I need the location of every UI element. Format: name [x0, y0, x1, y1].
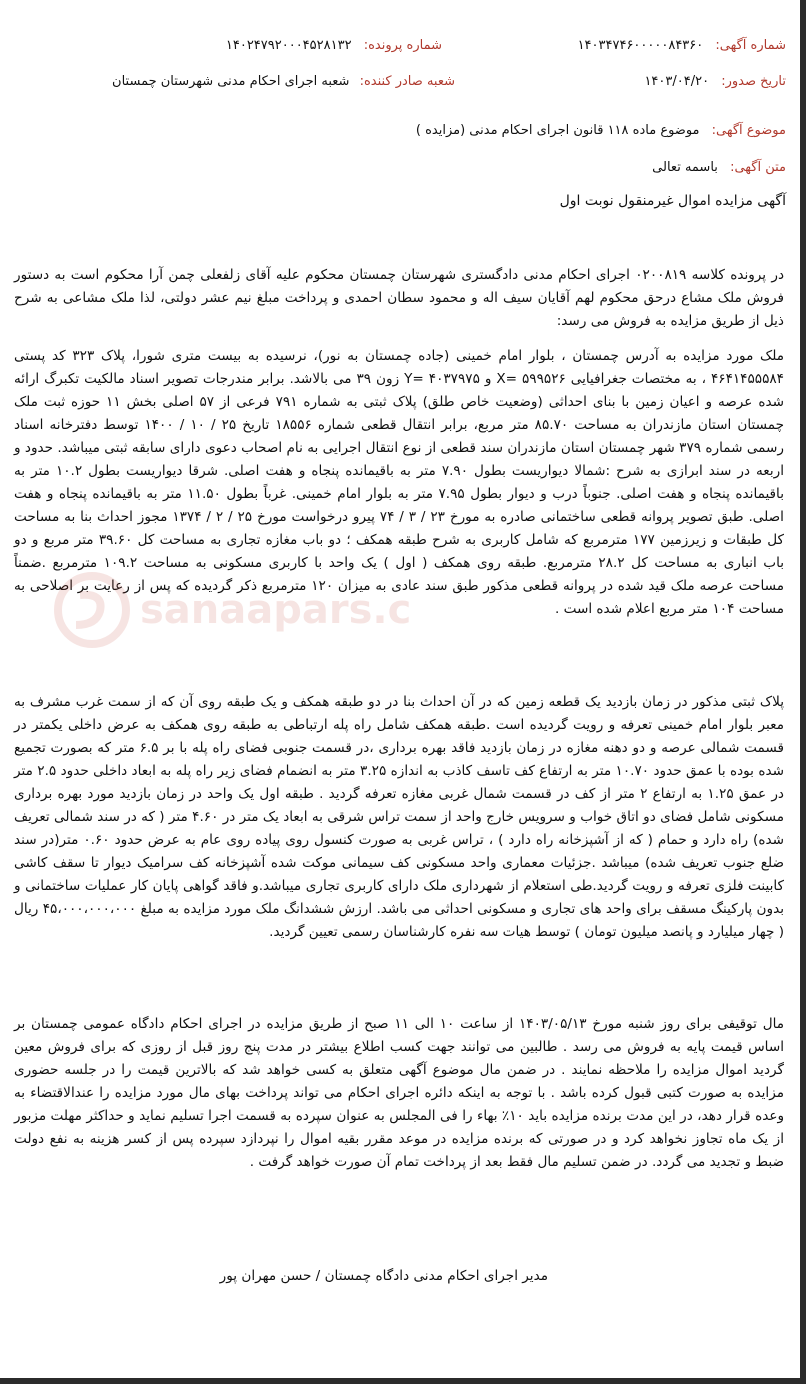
case-number-row	[226, 38, 442, 53]
paragraph-case: در پرونده کلاسه ۰۲۰۰۸۱۹ اجرای احکام مدنی دادگستری شهرستان چمستان محکوم علیه آقای زلفعلی چمن آرا محکوم است به دستور فروش ملک مشاع درحق محکوم لهم آقایان سیف اله و محمود سطان احمدی و پرداخت مبلغ نیم عشر دولتی، لذا ملک مشاعی به شرح ذیل از طریق مزایده به فروش می رسد:	[14, 267, 785, 329]
issuer-label: شعبه صادر کننده:	[359, 74, 455, 89]
notice-number: ۱۴۰۳۴۷۴۶۰۰۰۰۰۸۴۳۶۰	[577, 38, 704, 53]
issuer-row	[112, 74, 455, 89]
case-number: ۱۴۰۲۴۷۹۲۰۰۰۴۵۲۸۱۳۲	[225, 38, 352, 53]
right-border	[800, 0, 806, 1384]
paragraph-auction-terms: مال توقیفی برای روز شنبه مورخ ۱۴۰۳/۰۵/۱۳ از ساعت ۱۰ الی ۱۱ صبح از طریق مزایده در اجرای احکام دادگاه عمومی چمستان بر اساس قیمت پایه به فروش می رسد . طالبین می توانند جهت کسب اطلاع بیشتر در مدت پنج روز قبل از روزی که برای فروش معین گردید اموال مزایده را ملاحظه نمایند . در ضمن مال موضوع آگهی متعلق به کسی خواهد شد که بالاترین قیمت را در جلسه حضوری مزایده به صورت کتبی قبول کرده باشد . با توجه به اینکه دائره اجرای احکام می تواند پرداخت بهای مال مورد مزایده را عندالاقتضاء به وعده قرار دهد، در این مدت برنده مزایده باید ۱۰٪ بهاء را فی المجلس به عنوان سپرده به قسمت اجرا تسلیم نماید و حداکثر مهلت مزبور از یک ماه تجاوز نخواهد کرد و در صورتی که برنده مزایده در موعد مقرر بقیه اموال را نپردازد سپرده پس از کسر هزینه به نفع دولت ضبط و تجدید می گردد. در ضمن تسلیم مال فقط بعد از پرداخت تمام آن صورت خواهد گرفت .	[14, 1016, 785, 1170]
opening-phrase: باسمه تعالی	[652, 160, 718, 175]
watermark-text: sanaapars.c	[140, 587, 410, 633]
notice-number-row	[578, 38, 786, 53]
issue-date-row	[644, 74, 786, 89]
issuer: شعبه اجرای احکام مدنی شهرستان چمستان	[112, 74, 350, 89]
subject: موضوع ماده ۱۱۸ قانون اجرای احکام مدنی (مزایده )	[415, 123, 700, 138]
issue-date-label: تاریخ صدور:	[721, 74, 786, 89]
notice-title: آگهی مزایده اموال غیرمنقول نوبت اول	[559, 193, 786, 209]
case-number-label: شماره پرونده:	[363, 38, 442, 53]
issue-date: ۱۴۰۳/۰۴/۲۰	[644, 74, 710, 89]
text-label: متن آگهی:	[730, 160, 786, 175]
text-row	[652, 160, 786, 175]
paragraph-inspection: پلاک ثبتی مذکور در زمان بازدید یک قطعه زمین که در آن احداث بنا در دو طبقه همکف و یک طبقه روی آن که از سمت غرب مشرف به معبر بلوار امام خمینی تعرفه و رویت گردیده است .طبقه همکف شامل راه پله ارتباطی به طبقه روی همکف به عرض داخلی یکمتر در قسمت شمالی عرصه و دو دهنه مغازه در زمان بازدید فاقد بهره برداری ،در قسمت جنوبی فضای راه پله با بر ۶.۵ متر که بصورت تجمیع شده بوده با عمق حدود ۱۰.۷۰ متر به ارتفاع کف تاسف کاذب به اندازه ۳.۲۵ متر به انضمام فضای زیر راه پله به ابعاد داخلی حدود ۲.۵ متر در عمق ۱.۲۵ به ارتفاع ۲ متر از کف در قسمت شمال غربی مغازه تعرفه گردید . طبقه اول یک واحد در زمان بازدید مورد بهره برداری مسکونی شامل فضای دو اتاق خواب و سرویس خارج واحد از سمت تراس شرقی به ابعاد یک متر در ۴.۶۰ متر ( که در سند شمالی تعریف شده) راه دارد و حمام ( که از آشپزخانه راه دارد ) ، تراس غربی به صورت کنسول روی پیاده روی عام به عرض حدود ۰.۶۰ متر(در سند ضلع جنوب تعریف شده) میباشد .جزئیات معماری واحد مسکونی کف سیمانی موکت شده آشپزخانه کف سرامیک دیوار تا سقف کاشی کابینت فلزی تعرفه و رویت گردید.طی استعلام از شهرداری ملک دارای کاربری تجاری میباشد.و فاقد گواهی پایان کار عملیات ساختمانی و بدون پارکینگ مسقف برای واحد های تجاری و مسکونی احداثی می باشد. ارزش ششدانگ ملک مورد مزایده به مبلغ ۴۵،۰۰۰،۰۰۰،۰۰۰ ریال ( چهار میلیارد و پانصد میلیون تومان ) توسط هیات سه نفره کارشناسان رسمی تعیین گردید.	[14, 694, 785, 940]
signature: مدیر اجرای احکام مدنی دادگاه چمستان / حسن مهران پور	[219, 1268, 548, 1284]
subject-label: موضوع آگهی:	[711, 123, 786, 138]
paragraph-property: ملک مورد مزایده به آدرس چمستان ، بلوار امام خمینی (جاده چمستان به نور)، نرسیده به بیست متری شورا، پلاک ۳۲۳ کد پستی ۴۶۴۱۴۵۵۵۸۴ ، به مختصات جغرافیایی ۵۹۹۵۲۶ =X و ۴۰۳۷۹۷۵ =Y زون ۳۹ می بالاشد. برابر مندرجات تصویر اسناد مالکیت تکبرگ ارائه شده عرصه و اعیان زمین با بنای احداثی (وضعیت خاص طلق) پلاک ثبتی به شماره ۷۹۱ فرعی از ۵۷ اصلی بخش ۱۱ حوزه ثبت ملک چمستان استان مازندران به مساحت ۸۵.۷۰ متر مربع، برابر انتقال قطعی شماره ۱۸۵۵۶ تاریخ ۲۵ / ۱۰ / ۱۴۰۰ توسط دفترخانه اسناد رسمی شماره ۳۷۹ شهر چمستان استان مازندران سند قطعی از نوع انتقال اجرایی به نام اصحاب دعوی دارای سابقه ثبتی میباشد. حدود و اربعه در سند ابرازی به شرح :شمالا دیواریست بطول ۷.۹۰ متر به باقیمانده پنجاه و هفت اصلی. شرقا دیواریست بطول ۱۰.۲ متر به باقیمانده پنجاه و هفت اصلی. جنوباً درب و دیوار بطول ۷.۹۵ متر به بلوار امام خمینی. غرباً بطول ۱۱.۵۰ متر به باقیمانده پنجاه و هفت اصلی. طبق تصویر پروانه قطعی ساختمانی صادره به مورخ ۲۳ / ۳ / ۷۴ پیرو درخواست مورخ ۲۵ / ۲ / ۱۳۷۴ مجوز احداث بنا به مساحت کل طبقات و زیرزمین ۱۷۷ مترمربع که شامل کاربری به شرح طبقه همکف ؛ دو باب مغازه تجاری به مساحت کل ۳۹.۶۰ متر مربع و دو باب انباری به مساحت کل ۲۸.۲ مترمربع. طبقه روی همکف ( اول ) یک واحد با کاربری مسکونی به مساحت ۱۰۹.۲ مترمربع .ضمناً مساحت عرصه ملک قید شده در پروانه قطعی مذکور طبق سند عادی به میزان ۱۲۰ مترمربع ذکر گردیده که پس از رعایت بر اصلاحی به مساحت ۱۰۴ متر مربع اعلام شده است .	[14, 348, 785, 617]
subject-row	[416, 123, 786, 138]
bottom-border	[0, 1378, 806, 1384]
notice-number-label: شماره آگهی:	[715, 38, 786, 53]
